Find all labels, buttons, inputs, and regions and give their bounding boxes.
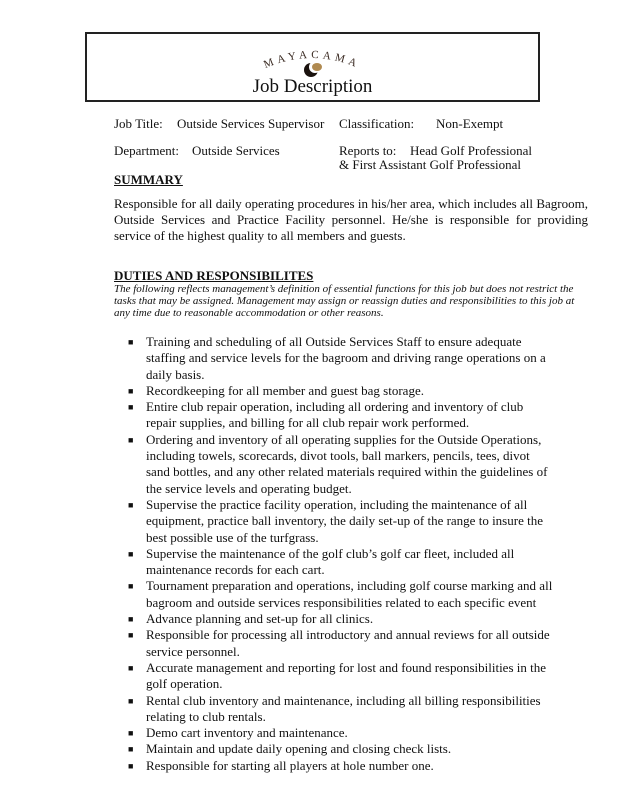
disclaimer-line: any time due to reasonable accommodation or other reasons.	[114, 307, 384, 319]
duty-text-line: staffing and service levels for the bagroom and driving range operations on a	[146, 350, 546, 366]
duty-item	[128, 399, 552, 432]
duty-item	[128, 627, 552, 660]
disclaimer-line: tasks that may be assigned. Management may assign or reassign duties and responsibilities to this job at	[114, 295, 575, 307]
duty-text-line: relating to club rentals.	[146, 708, 266, 724]
duty-item	[128, 497, 552, 546]
duty-text-line: Entire club repair operation, including all ordering and inventory of club	[146, 399, 524, 415]
duty-text-line: sand bottles, and any other related materials required within the guidelines of	[146, 464, 548, 480]
duty-text-line: maintenance records for each cart.	[146, 562, 325, 578]
duties-heading: DUTIES AND RESPONSIBILITES	[114, 268, 314, 283]
duty-text-line: best possible use of the turfgrass.	[146, 529, 319, 545]
duty-text-line: Training and scheduling of all Outside Services Staff to ensure adequate	[146, 334, 522, 349]
duty-item	[128, 432, 552, 497]
duty-item	[128, 578, 552, 611]
duty-text-line: Tournament preparation and operations, including golf course marking and all	[146, 578, 553, 594]
duties-list	[128, 334, 552, 774]
duty-text-line: Supervise the maintenance of the golf club’s golf car fleet, included all	[146, 545, 515, 561]
duty-text-line: Supervise the practice facility operation, including the maintenance of all	[146, 496, 528, 512]
duty-text-line: Ordering and inventory of all operating supplies for the Outside Operations,	[146, 431, 542, 447]
bullet-icon: ■	[128, 499, 134, 510]
bullet-icon: ■	[128, 434, 134, 445]
duty-item	[128, 741, 552, 757]
header-box	[85, 32, 540, 102]
bullet-icon: ■	[128, 402, 134, 413]
duty-text-line: Responsible for processing all introductory and annual reviews for all outside	[146, 627, 550, 643]
bullet-icon: ■	[128, 695, 134, 706]
duty-text-line: equipment, practice ball inventory, the daily set-up of the range to insure the	[146, 513, 543, 529]
bullet-icon: ■	[128, 581, 134, 592]
duty-item	[128, 611, 552, 627]
duty-text-line: Demo cart inventory and maintenance.	[146, 725, 348, 741]
job-title-value: Outside Services Supervisor	[177, 116, 325, 131]
classification-label: Classification:	[339, 116, 415, 131]
bullet-icon: ■	[128, 744, 134, 755]
disclaimer-line: The following reflects management’s definition of essential functions for this job but does not restrict the	[114, 283, 574, 295]
duty-item	[128, 693, 552, 726]
bullet-icon: ■	[128, 385, 134, 396]
summary-text: Responsible for all daily operating procedures in his/her area, which includes all Bagroom, Outside Services and Practice Facility personnel. He/she is responsible for providing service of the highest quality to all members and guests.	[114, 196, 588, 243]
duty-text-line: Accurate management and reporting for lost and found responsibilities in the	[146, 659, 546, 675]
duty-text-line: Recordkeeping for all member and guest bag storage.	[146, 382, 424, 398]
duty-text-line: repair supplies, and billing for all club repair work performed.	[146, 415, 470, 431]
duty-text-line: the service levels and operating budget.	[146, 480, 352, 496]
mayacama-logo	[87, 34, 538, 79]
bullet-icon: ■	[128, 614, 134, 625]
job-title-label: Job Title:	[114, 116, 163, 131]
duty-text-line: Rental club inventory and maintenance, including all billing responsibilities	[146, 692, 541, 708]
classification-value: Non-Exempt	[436, 116, 504, 131]
duty-text-line: daily basis.	[146, 366, 205, 382]
duty-text-line: bagroom and outside services responsibilities related to each specific event	[146, 594, 537, 610]
reports-to-value-1: Head Golf Professional	[410, 143, 533, 158]
bullet-icon: ■	[128, 728, 134, 739]
duties-disclaimer	[114, 283, 574, 319]
bullet-icon: ■	[128, 760, 134, 771]
summary-heading: SUMMARY	[114, 172, 183, 187]
bullet-icon: ■	[128, 662, 134, 673]
department-value: Outside Services	[192, 143, 280, 158]
page-title: Job Description	[252, 76, 373, 97]
duty-item	[128, 758, 552, 774]
duty-text-line: Advance planning and set-up for all clinics.	[146, 611, 374, 627]
duty-item	[128, 334, 552, 383]
reports-to-label: Reports to:	[339, 143, 397, 158]
bullet-icon: ■	[128, 337, 134, 347]
duty-text-line: golf operation.	[146, 676, 223, 692]
duty-item	[128, 660, 552, 693]
duty-item	[128, 546, 552, 579]
svg-text:MAYACAMA: MAYACAMA	[262, 48, 362, 71]
reports-to-value-2: & First Assistant Golf Professional	[339, 157, 522, 172]
bullet-icon: ■	[128, 548, 134, 559]
duty-item	[128, 725, 552, 741]
duty-text-line: Responsible for starting all players at hole number one.	[146, 757, 434, 773]
department-label: Department:	[114, 143, 179, 158]
duty-item	[128, 383, 552, 399]
duty-text-line: including towels, scorecards, divot tools, ball markers, pencils, tees, divot	[146, 448, 530, 464]
bullet-icon: ■	[128, 630, 134, 641]
duty-text-line: service personnel.	[146, 643, 240, 659]
duty-text-line: Maintain and update daily opening and closing check lists.	[146, 741, 452, 757]
